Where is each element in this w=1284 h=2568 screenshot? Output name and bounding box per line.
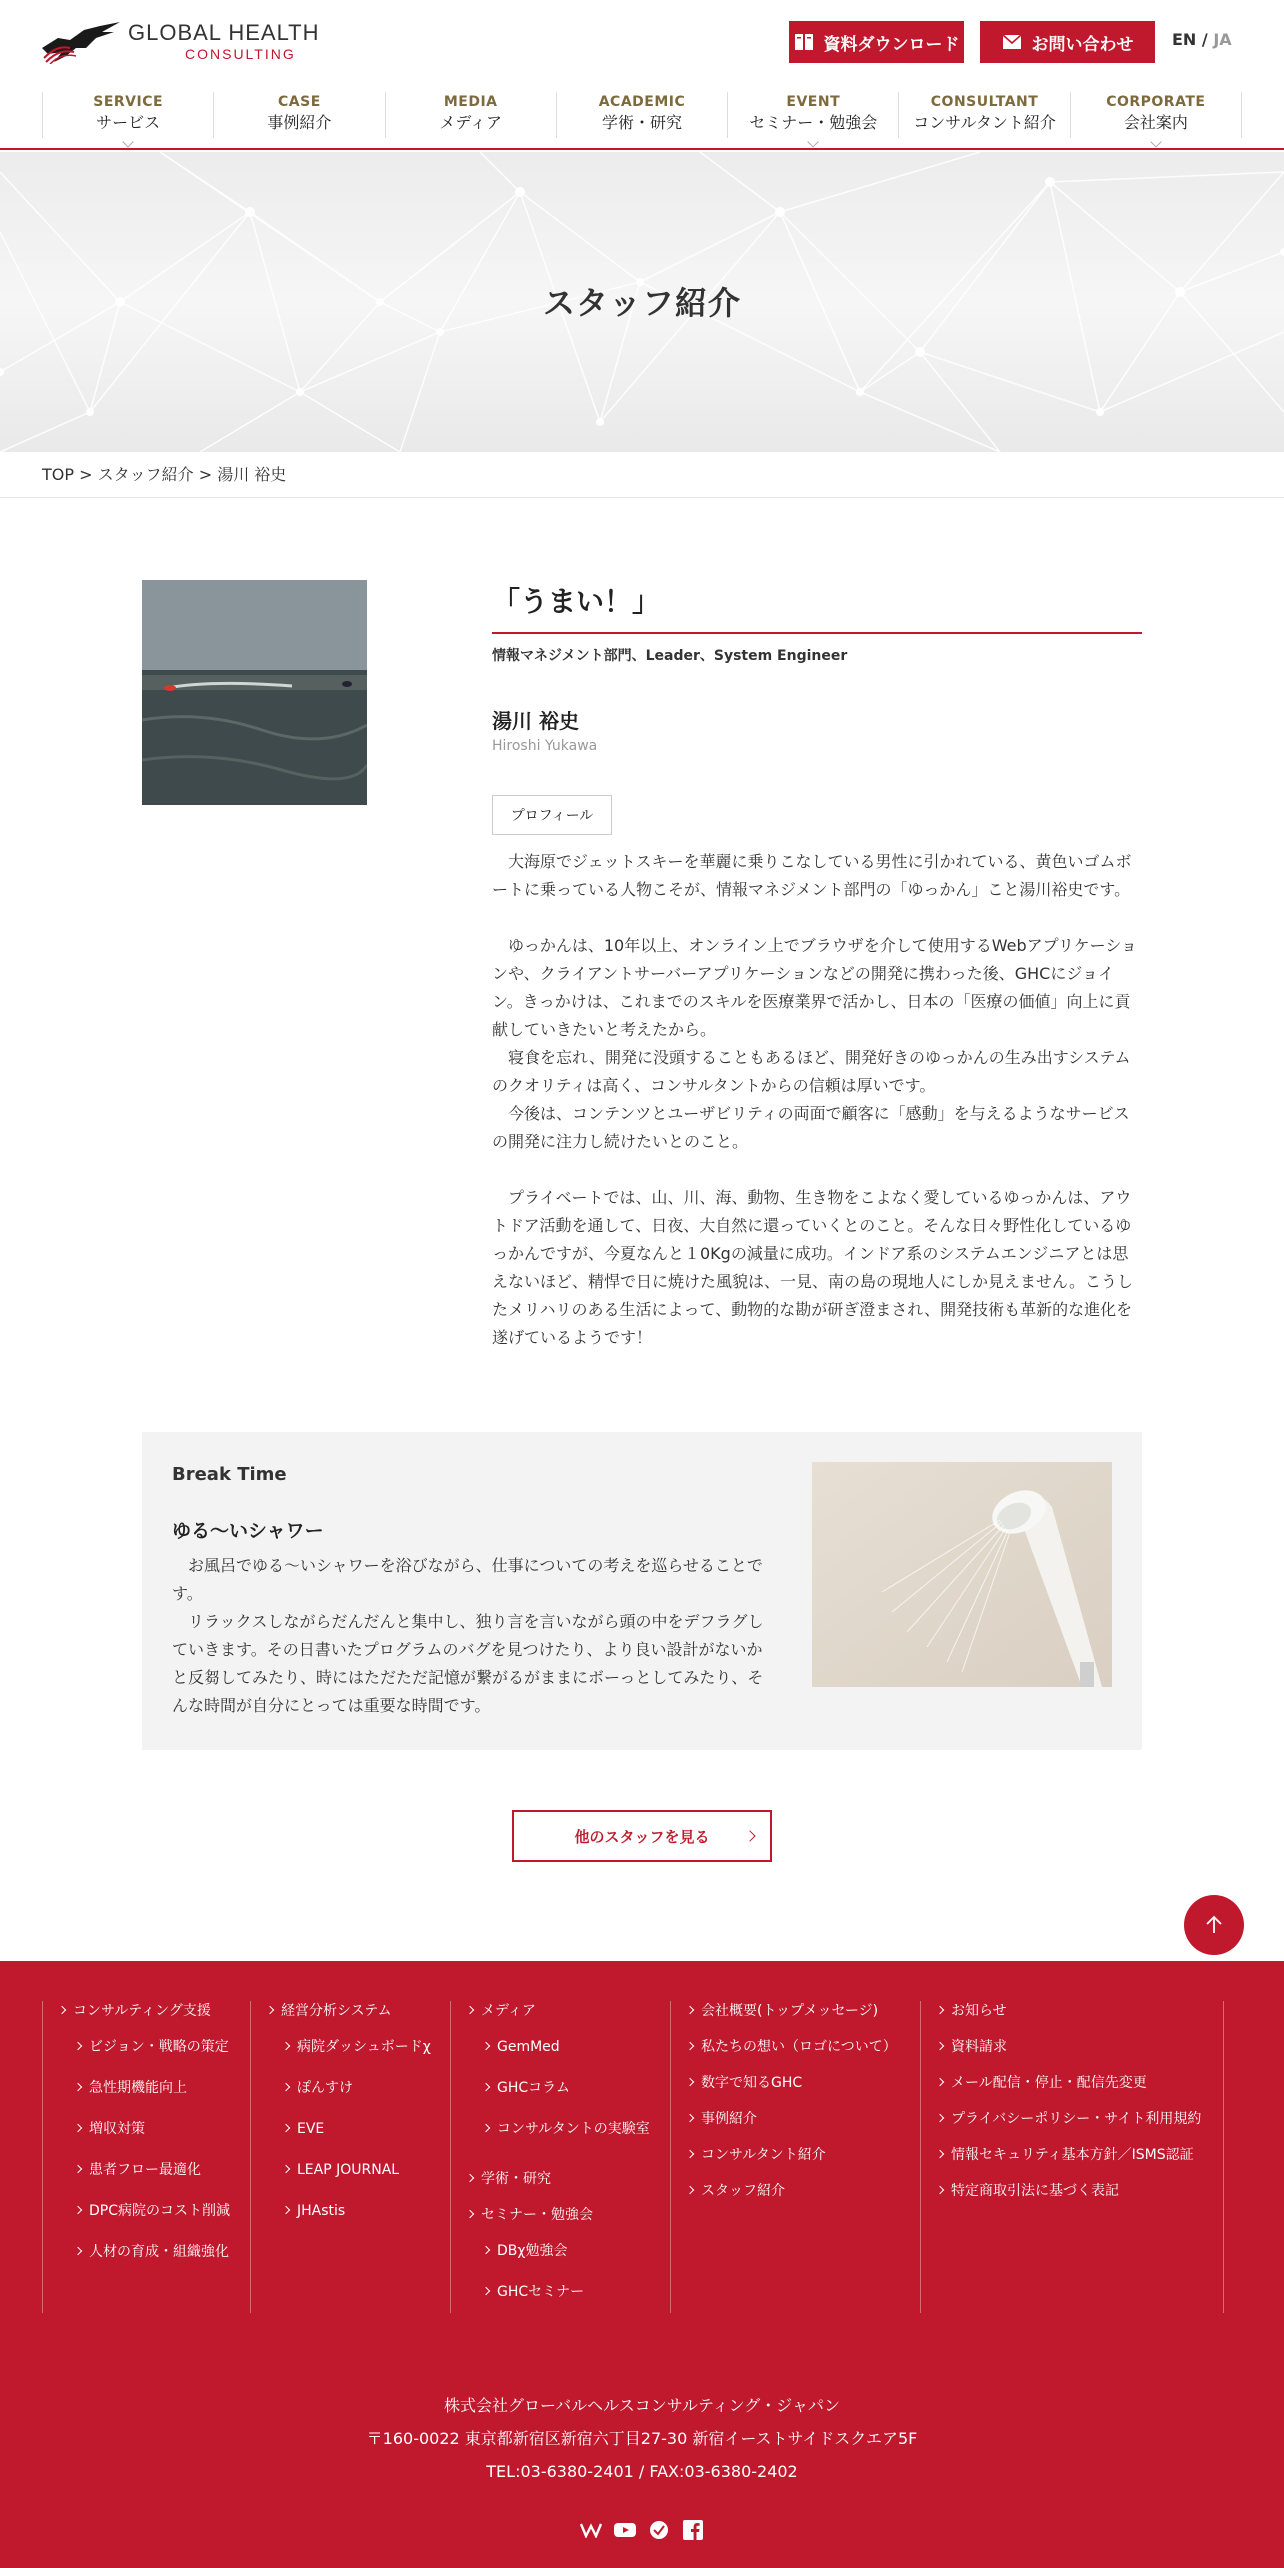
arrow-up-icon <box>1202 1913 1226 1937</box>
footer-link[interactable]: コンサルタント紹介 <box>687 2145 920 2165</box>
footer-link[interactable]: ビジョン・戦略の策定 <box>75 2037 250 2057</box>
bio-paragraph: プライベートでは、山、川、海、動物、生き物をこよなく愛しているゆっかんは、アウトドア活動を通して、日夜、大自然に還っていくとのこと。そんな日々野性化しているゆっかんですが、今夏なんと１0Kgの減量に成功。インドア系のシステムエンジニアとは思えないほど、精悍で日に焼けた風貌は、一見、南の島の現地人にしか見えません。こうしたメリハリのある生活によって、動物的な勘が研ぎ澄まされ、開発技術も革新的な進化を遂げているようです！ <box>492 1188 1133 1347</box>
breadcrumb-separator: > <box>198 465 213 484</box>
breadcrumb-top-link[interactable]: TOP <box>42 465 75 484</box>
footer-link[interactable]: DPC病院のコスト削減 <box>75 2201 250 2221</box>
footer-link[interactable]: 数字で知るGHC <box>687 2073 920 2093</box>
nav-item-en: CONSULTANT <box>930 94 1039 110</box>
staff-bio <box>492 848 1142 1352</box>
nav-item-en: EVENT <box>786 94 841 110</box>
nav-item-corporate[interactable] <box>1070 92 1242 138</box>
bio-paragraph: ゆっかんは、10年以上、オンライン上でブラウザを介して使用するWebアプリケーションや、クライアントサーバーアプリケーションなどの開発に携わった後、GHCにジョイン。きっかけは、これまでのスキルを医療業界で活かし、日本の「医療の価値」向上に貢献していきたいと考えたから。 <box>492 936 1138 1039</box>
chevron-down-icon <box>808 136 819 147</box>
footer-col-systems <box>250 2001 450 2313</box>
breadcrumb <box>0 452 1284 498</box>
page-title: スタッフ紹介 <box>542 284 741 322</box>
logo-sub-text: CONSULTING <box>185 46 296 62</box>
nav-item-academic[interactable] <box>556 92 727 138</box>
staff-name-en: Hiroshi Yukawa <box>492 738 598 754</box>
nav-item-jp: サービス <box>96 113 161 132</box>
footer-link[interactable]: 特定商取引法に基づく表記 <box>937 2181 1223 2201</box>
footer-link[interactable]: メール配信・停止・配信先変更 <box>937 2073 1223 2093</box>
staff-department: 情報マネジメント部門、Leader、System Engineer <box>492 648 848 664</box>
social-links <box>0 2519 1284 2541</box>
breadcrumb-separator: > <box>79 465 93 484</box>
footer-link[interactable]: 病院ダッシュボードχ <box>283 2037 450 2057</box>
nav-item-event[interactable] <box>727 92 898 138</box>
wordpress-icon[interactable] <box>580 2519 602 2541</box>
nav-item-media[interactable] <box>385 92 556 138</box>
footer-link[interactable]: 資料請求 <box>937 2037 1223 2057</box>
nav-item-en: MEDIA <box>443 94 498 110</box>
company-tel: TEL:03-6380-2401 / FAX:03-6380-2402 <box>486 2462 798 2481</box>
check-badge-icon[interactable] <box>648 2519 670 2541</box>
footer-link[interactable]: DBχ勉強会 <box>483 2241 670 2261</box>
nav-item-jp: 会社案内 <box>1123 113 1188 132</box>
global-nav <box>42 92 1242 138</box>
lang-en-link[interactable]: EN <box>1172 30 1197 49</box>
footer-link[interactable]: 増収対策 <box>75 2119 250 2139</box>
staff-photo <box>142 580 367 805</box>
book-icon <box>794 33 814 51</box>
footer-link[interactable]: 私たちの想い（ロゴについて） <box>687 2037 920 2057</box>
footer-link[interactable]: スタッフ紹介 <box>687 2181 920 2201</box>
footer-link[interactable]: メディア <box>467 2001 670 2021</box>
footer-link[interactable]: 人材の育成・組織強化 <box>75 2242 250 2262</box>
nav-item-en: ACADEMIC <box>598 94 686 110</box>
mail-icon <box>1002 34 1022 50</box>
break-time-paragraph: お風呂でゆる～いシャワーを浴びながら、仕事についての考えを巡らせることです。 <box>172 1556 763 1603</box>
back-to-top-button[interactable] <box>1184 1895 1244 1955</box>
break-time-body <box>172 1552 772 1720</box>
footer-link[interactable]: 経営分析システム <box>267 2001 450 2021</box>
download-button[interactable] <box>789 21 964 63</box>
company-address: 〒160-0022 東京都新宿区新宿六丁目27-30 新宿イーストサイドスクエア5F <box>366 2429 918 2448</box>
bio-paragraph: 寝食を忘れ、開発に没頭することもあるほど、開発好きのゆっかんの生み出すシステムのクオリティは高く、コンサルタントからの信頼は厚いです。 <box>492 1048 1131 1095</box>
facebook-icon[interactable] <box>682 2519 704 2541</box>
footer-company-info <box>0 2389 1284 2488</box>
chevron-down-icon <box>122 136 133 147</box>
chevron-down-icon <box>1150 136 1161 147</box>
footer-link[interactable]: コンサルタントの実験室 <box>483 2119 670 2139</box>
footer-col-info <box>920 2001 1224 2313</box>
footer-link[interactable]: GHCセミナー <box>483 2282 670 2302</box>
language-switcher <box>1172 30 1232 49</box>
breadcrumb-current: 湯川 裕史 <box>217 465 287 484</box>
nav-item-en: CORPORATE <box>1106 94 1206 110</box>
nav-item-jp: セミナー・勉強会 <box>749 113 878 132</box>
footer-link[interactable]: 事例紹介 <box>687 2109 920 2129</box>
breadcrumb-staff-link[interactable]: スタッフ紹介 <box>97 465 194 484</box>
other-staff-button[interactable] <box>512 1810 772 1862</box>
youtube-icon[interactable] <box>614 2519 636 2541</box>
footer-link[interactable]: お知らせ <box>937 2001 1223 2021</box>
contact-button[interactable] <box>980 21 1155 63</box>
nav-item-consultant[interactable] <box>898 92 1069 138</box>
break-time-label: Break Time <box>172 1464 287 1485</box>
nav-item-jp: 学術・研究 <box>601 113 682 132</box>
break-time-title: ゆる～いシャワー <box>172 1520 324 1542</box>
footer-link[interactable]: 情報セキュリティ基本方針／ISMS認証 <box>937 2145 1223 2165</box>
footer-link[interactable]: セミナー・勉強会 <box>467 2205 670 2225</box>
profile-tag: プロフィール <box>492 795 612 835</box>
contact-label: お問い合わせ <box>1031 34 1134 55</box>
staff-headline: 「うまい！」 <box>492 580 1142 634</box>
nav-item-en: SERVICE <box>93 94 164 110</box>
logo-bird-icon <box>40 18 124 64</box>
footer-link[interactable]: GemMed <box>483 2037 670 2057</box>
footer-link[interactable]: プライバシーポリシー・サイト利用規約 <box>937 2109 1223 2129</box>
footer-col-corporate <box>670 2001 920 2313</box>
nav-item-jp: メディア <box>439 113 503 132</box>
nav-item-en: CASE <box>278 94 321 110</box>
bio-paragraph: 今後は、コンテンツとユーザビリティの両面で顧客に「感動」を与えるようなサービスの開発に注力し続けたいとのこと。 <box>492 1104 1130 1151</box>
lang-ja-link[interactable]: JA <box>1213 30 1232 49</box>
staff-name-jp: 湯川 裕史 <box>492 709 579 733</box>
footer-link[interactable]: コンサルティング支援 <box>59 2001 250 2021</box>
break-time-section <box>142 1432 1142 1750</box>
page-hero <box>0 152 1284 452</box>
footer-col-media <box>450 2001 670 2313</box>
footer-link[interactable]: 急性期機能向上 <box>75 2078 250 2098</box>
footer-col-consulting <box>42 2001 250 2313</box>
logo-main-text: GLOBAL HEALTH <box>128 20 320 45</box>
footer-link[interactable]: 会社概要(トップメッセージ) <box>687 2001 920 2021</box>
nav-item-service[interactable] <box>42 92 213 138</box>
nav-item-jp: 事例紹介 <box>267 113 332 132</box>
download-label: 資料ダウンロード <box>823 34 960 55</box>
other-staff-label: 他のスタッフを見る <box>574 1827 710 1846</box>
company-name: 株式会社グローバルヘルスコンサルティング・ジャパン <box>443 2396 840 2415</box>
footer-link[interactable]: LEAP JOURNAL <box>283 2160 450 2180</box>
footer-link[interactable]: GHCコラム <box>483 2078 670 2098</box>
site-logo[interactable] <box>40 16 320 66</box>
break-time-paragraph: リラックスしながらだんだんと集中し、独り言を言いながら頭の中をデフラグしていきます。その日書いたプログラムのバグを見つけたり、より良い設計がないかと反芻してみたり、時にはただただ記憶が繋がるがままにボーっとしてみたり、そんな時間が自分にとっては重要な時間です。 <box>172 1612 764 1715</box>
site-footer <box>0 1961 1284 2568</box>
footer-link[interactable]: 患者フロー最適化 <box>75 2160 250 2180</box>
chevron-right-icon <box>744 1830 755 1841</box>
nav-item-case[interactable] <box>213 92 384 138</box>
nav-item-jp: コンサルタント紹介 <box>913 113 1056 132</box>
footer-link[interactable]: EVE <box>283 2119 450 2139</box>
lang-separator: / <box>1201 30 1208 49</box>
footer-link[interactable]: JHAstis <box>283 2201 450 2221</box>
site-header <box>0 0 1284 150</box>
footer-link[interactable]: ぽんすけ <box>283 2078 450 2098</box>
footer-link[interactable]: 学術・研究 <box>467 2169 670 2189</box>
bio-paragraph: 大海原でジェットスキーを華麗に乗りこなしている男性に引かれている、黄色いゴムボートに乗っている人物こそが、情報マネジメント部門の「ゆっかん」こと湯川裕史です。 <box>492 852 1132 899</box>
shower-photo <box>812 1462 1112 1687</box>
